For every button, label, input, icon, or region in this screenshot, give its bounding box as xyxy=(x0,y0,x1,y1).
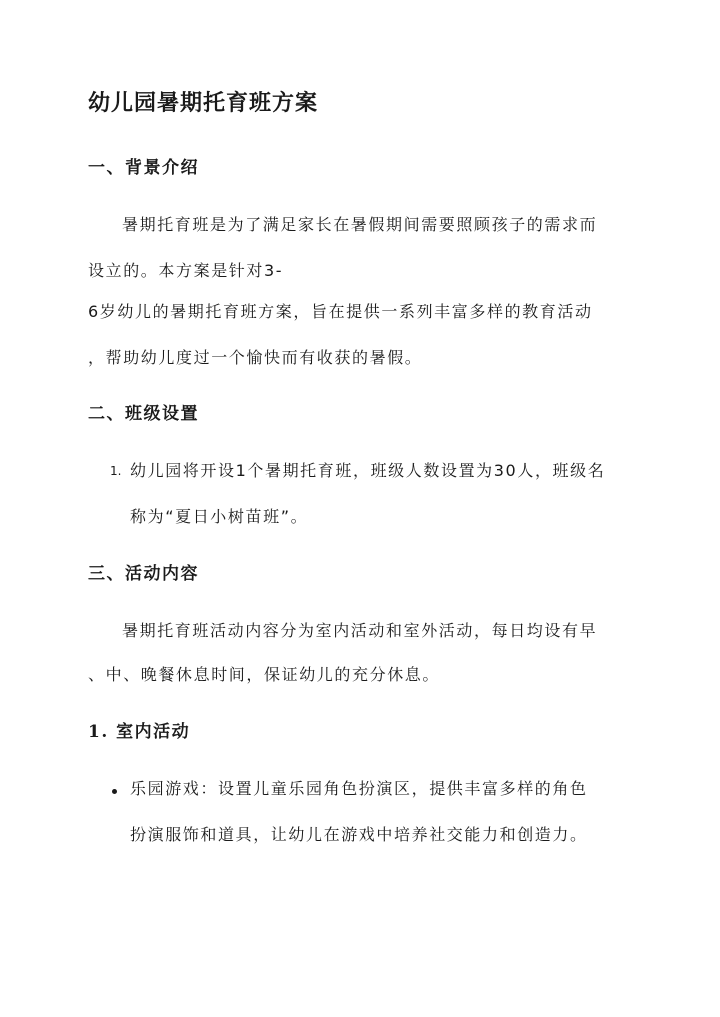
activities-paragraph-line: 暑期托育班活动内容分为室内活动和室外活动，每日均设有早 xyxy=(122,621,598,640)
document-title: 幼儿园暑期托育班方案 xyxy=(88,90,319,116)
background-paragraph-line: 暑期托育班是为了满足家长在暑假期间需要照顾孩子的需求而 xyxy=(122,215,598,234)
section-heading-background: 一、背景介绍 xyxy=(88,158,199,178)
background-paragraph-line: ，帮助幼儿度过一个愉快而有收获的暑假。 xyxy=(88,348,423,367)
class-setup-item-line: 称为“夏日小树苗班”。 xyxy=(130,507,309,526)
indoor-bullet-line: 扮演服饰和道具，让幼儿在游戏中培养社交能力和创造力。 xyxy=(130,825,588,844)
activities-paragraph-line: 、中、晚餐休息时间，保证幼儿的充分休息。 xyxy=(88,665,441,684)
section-heading-activities: 三、活动内容 xyxy=(88,564,199,584)
list-item-number: 1. xyxy=(110,464,122,478)
indoor-bullet-line: 乐园游戏：设置儿童乐园角色扮演区，提供丰富多样的角色 xyxy=(130,779,588,798)
class-setup-item-line: 幼儿园将开设1个暑期托育班，班级人数设置为30人，班级名 xyxy=(130,461,606,480)
background-paragraph-line: 设立的。本方案是针对3- xyxy=(88,261,284,280)
background-paragraph-line: 6岁幼儿的暑期托育班方案，旨在提供一系列丰富多样的教育活动 xyxy=(88,302,593,321)
subsection-heading-indoor: 1. 室内活动 xyxy=(88,722,191,742)
section-heading-class-setup: 二、班级设置 xyxy=(88,404,199,424)
bullet-icon xyxy=(112,789,117,794)
